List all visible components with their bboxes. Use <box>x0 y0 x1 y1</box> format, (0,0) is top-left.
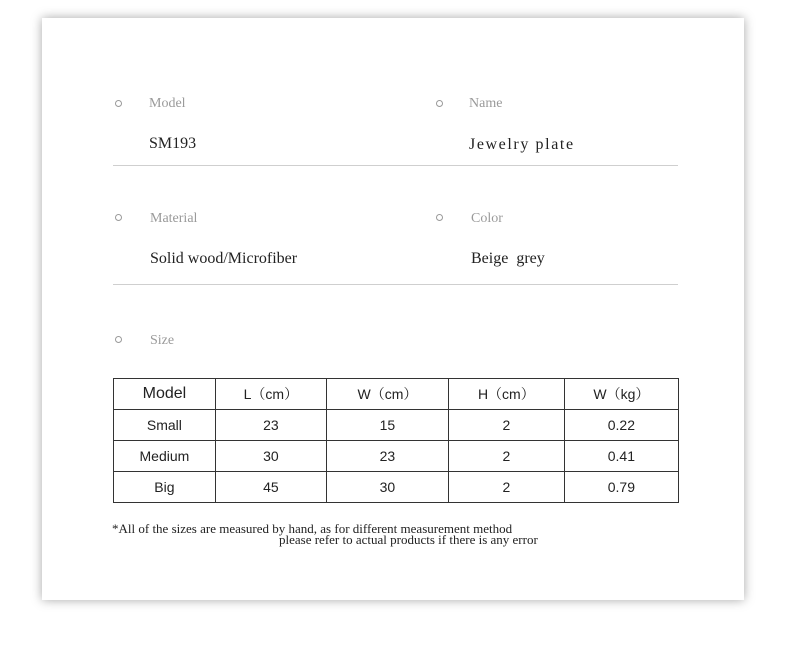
measurement-note-line-1: *All of the sizes are measured by hand, as for different measurement method <box>112 521 513 536</box>
size-label: Size <box>150 333 175 348</box>
table-row <box>114 410 679 441</box>
header-model: Model <box>114 379 216 410</box>
measurement-note-line-2: please refer to actual products if there is any error <box>279 532 538 547</box>
cell-width: 30 <box>326 472 448 503</box>
color-value: Beige grey <box>471 250 545 267</box>
model-label: Model <box>149 96 186 111</box>
name-bullet-icon <box>436 100 443 107</box>
header-weight: W（kg） <box>564 379 678 410</box>
table-row <box>114 472 679 503</box>
divider-2 <box>113 284 678 285</box>
material-bullet-icon <box>115 214 122 221</box>
cell-height: 2 <box>448 410 564 441</box>
table-header-row <box>114 379 679 410</box>
color-label: Color <box>471 211 503 226</box>
model-bullet-icon <box>115 100 122 107</box>
cell-width: 23 <box>326 441 448 472</box>
header-width: W（cm） <box>326 379 448 410</box>
cell-weight: 0.79 <box>564 472 678 503</box>
cell-model: Medium <box>114 441 216 472</box>
cell-length: 23 <box>215 410 326 441</box>
spec-card <box>42 18 744 600</box>
cell-weight: 0.41 <box>564 441 678 472</box>
name-label: Name <box>469 96 503 111</box>
cell-weight: 0.22 <box>564 410 678 441</box>
cell-height: 2 <box>448 441 564 472</box>
divider-1 <box>113 165 678 166</box>
color-bullet-icon <box>436 214 443 221</box>
size-bullet-icon <box>115 336 122 343</box>
cell-model: Big <box>114 472 216 503</box>
table-row <box>114 441 679 472</box>
material-label: Material <box>150 211 198 226</box>
cell-height: 2 <box>448 472 564 503</box>
material-value: Solid wood/Microfiber <box>150 250 298 267</box>
cell-length: 45 <box>215 472 326 503</box>
size-table <box>113 378 679 503</box>
header-length: L（cm） <box>215 379 326 410</box>
name-value: Jewelry plate <box>469 136 575 153</box>
model-value: SM193 <box>149 135 197 152</box>
cell-length: 30 <box>215 441 326 472</box>
cell-width: 15 <box>326 410 448 441</box>
header-height: H（cm） <box>448 379 564 410</box>
cell-model: Small <box>114 410 216 441</box>
